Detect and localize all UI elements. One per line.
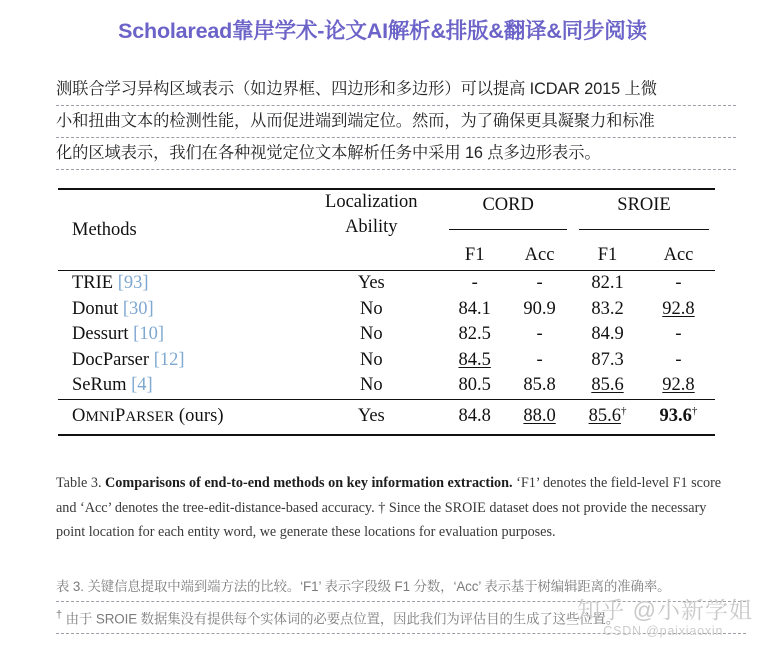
cell-cord-acc: 85.8 — [523, 375, 556, 396]
column-header-cord-acc: Acc — [524, 244, 555, 265]
cell-localization: Yes — [357, 273, 385, 294]
spacer-cell — [299, 240, 443, 270]
cell-localization-ours: Yes — [357, 406, 385, 426]
sroie-acc-value: 93.6 — [659, 406, 692, 426]
cell-method — [58, 322, 299, 348]
intro-line: 化的区域表示，我们在各种视觉定位文本解析任务中采用 16 点多边形表示。 — [56, 138, 736, 170]
cell-cord-f1: 82.5 — [458, 324, 491, 345]
column-header-cord-f1: F1 — [464, 244, 485, 265]
caption-label: Table 3. — [56, 475, 102, 491]
column-group-cord: CORD — [482, 194, 534, 215]
page-title: Scholaread靠岸学术-论文AI解析&排版&翻译&同步阅读 — [118, 19, 647, 43]
method-citation[interactable]: [10] — [133, 324, 164, 345]
column-header-localization-line1: Localization — [325, 192, 418, 212]
ours-name-mni: MNI — [85, 409, 115, 425]
cell-method — [58, 271, 299, 297]
cell-localization: No — [359, 298, 383, 319]
cell-sroie-acc: - — [675, 349, 682, 370]
table-row — [58, 322, 715, 348]
cell-cord-f1: 80.5 — [458, 375, 491, 396]
method-name: SeRum — [72, 375, 127, 396]
watermark-sub: CSDN @paixiaoxin — [603, 624, 724, 638]
cell-sroie-f1: 87.3 — [591, 349, 624, 370]
column-group-sroie: SROIE — [617, 194, 671, 215]
caption-rest: ‘F1’ denotes the field-level F1 score and ‘Acc’ denotes the tree-edit-distance-based accuracy. † Since the SROIE dataset does not provide the necessary point location for each entity word, we generate these locations for evaluation purposes. — [56, 475, 722, 540]
cell-sroie-acc: - — [675, 324, 682, 345]
intro-line: 小和扭曲文本的检测性能，从而促进端到端定位。然而，为了确保更具凝聚力和标准 — [56, 106, 736, 138]
cell-cord-f1: - — [471, 273, 478, 294]
dagger-icon: † — [620, 404, 627, 417]
column-header-localization — [299, 190, 443, 240]
cell-cord-f1: 84.5 — [458, 349, 491, 370]
table-row-ours — [58, 400, 715, 434]
cell-cord-acc: 90.9 — [523, 298, 556, 319]
table-row — [58, 348, 715, 374]
watermark-main: 知乎 @小新学姐 — [577, 597, 753, 623]
cell-sroie-f1: 82.1 — [591, 273, 624, 294]
cell-method — [58, 297, 299, 323]
table-ours — [58, 400, 715, 434]
column-header-sroie-f1: F1 — [597, 244, 618, 265]
cell-cord-acc: - — [536, 349, 543, 370]
table-bottom-rule — [58, 434, 715, 436]
ours-name-o: O — [72, 406, 86, 426]
ours-name-p: P — [114, 406, 126, 426]
cell-sroie-acc-ours — [642, 400, 715, 434]
intro-line: 测联合学习异构区域表示（如边界框、四边形和多边形）可以提高 ICDAR 2015 上微 — [56, 74, 736, 106]
dagger-icon: † — [56, 609, 63, 621]
dagger-icon: † — [691, 404, 698, 417]
ours-name-suffix: (ours) — [174, 406, 224, 426]
cell-method-ours — [58, 400, 299, 434]
cell-localization: No — [359, 375, 383, 396]
method-citation[interactable]: [12] — [153, 349, 185, 370]
ours-name-arser: ARSER — [125, 409, 175, 425]
cell-sroie-f1-ours — [573, 400, 642, 434]
table-row — [58, 271, 715, 297]
cell-cord-acc-ours: 88.0 — [523, 406, 556, 426]
table-header-row — [58, 190, 715, 220]
cell-cord-acc: - — [536, 324, 543, 345]
sroie-subrule — [579, 229, 709, 230]
cell-localization: No — [359, 349, 383, 370]
sroie-f1-value: 85.6 — [588, 406, 621, 426]
method-name: TRIE — [72, 273, 114, 294]
table-body — [58, 271, 715, 399]
caption-bold-title: Comparisons of end-to-end methods on key information extraction. — [105, 475, 513, 491]
column-header-localization-line2: Ability — [345, 217, 398, 237]
cell-method — [58, 373, 299, 399]
cell-cord-f1-ours: 84.8 — [458, 406, 491, 426]
cell-sroie-acc: - — [675, 273, 682, 294]
method-citation[interactable]: [30] — [122, 298, 154, 319]
method-name: Donut — [72, 298, 119, 319]
method-name: Dessurt — [72, 324, 129, 345]
column-header-methods: Methods — [72, 219, 137, 240]
intro-paragraph — [56, 74, 736, 170]
method-citation[interactable]: [4] — [131, 375, 153, 396]
cell-cord-acc: - — [536, 273, 543, 294]
cell-sroie-f1: 83.2 — [591, 298, 624, 319]
method-citation[interactable]: [93] — [117, 273, 149, 294]
table-row — [58, 297, 715, 323]
cell-localization: No — [359, 324, 383, 345]
cell-method — [58, 348, 299, 374]
cell-sroie-f1: 85.6 — [591, 375, 624, 396]
cord-subrule — [449, 229, 567, 230]
results-table — [58, 188, 715, 436]
cell-sroie-f1: 84.9 — [591, 324, 624, 345]
cell-sroie-acc: 92.8 — [662, 298, 695, 319]
table-caption-zh — [56, 573, 746, 634]
column-header-sroie-acc: Acc — [663, 244, 694, 265]
cord-subrule-cell — [443, 220, 573, 240]
table-caption-en — [56, 471, 738, 545]
caption-zh-line1: 表 3. 关键信息提取中端到端方法的比较。‘F1’ 表示字段级 F1 分数，‘Acc’ 表示基于树编辑距离的准确率。 — [56, 573, 746, 602]
cell-cord-f1: 84.1 — [458, 298, 491, 319]
cell-sroie-acc: 92.8 — [662, 375, 695, 396]
table-grid — [58, 190, 715, 270]
caption-zh-line2 — [56, 602, 746, 634]
method-name: DocParser — [72, 349, 150, 370]
sroie-subrule-cell — [573, 220, 715, 240]
table-row — [58, 373, 715, 399]
caption-zh-line2-text: 由于 SROIE 数据集没有提供每个实体词的必要点位置，因此我们为评估目的生成了这些位置。 — [65, 611, 620, 627]
